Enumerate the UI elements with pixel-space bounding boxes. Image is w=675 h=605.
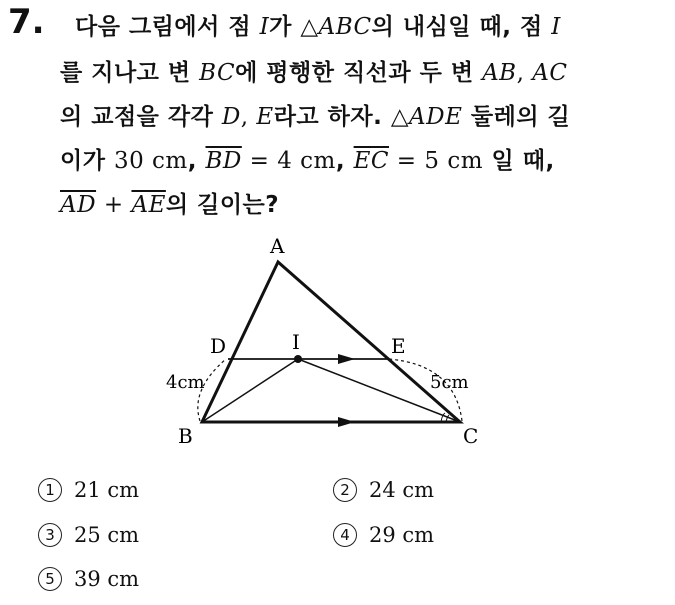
label-I: I — [292, 330, 300, 354]
choice-mark: 1 — [38, 478, 62, 502]
choice-3[interactable] — [38, 523, 139, 547]
text: , — [240, 104, 257, 130]
label-D: D — [210, 334, 227, 358]
math-E: E — [256, 104, 274, 130]
question-line-5 — [60, 186, 279, 219]
choice-text: 24 cm — [369, 478, 435, 502]
text: 일 때, — [483, 148, 555, 174]
math-BC: BC — [199, 60, 236, 86]
label-A: A — [270, 234, 285, 258]
label-ec-length: 5cm — [430, 372, 469, 393]
segment-AD: $\overline{AD}$ — [60, 192, 97, 218]
label-C: C — [463, 424, 479, 448]
plus-sign: + — [96, 192, 132, 218]
question-line-3 — [60, 98, 570, 131]
math-ADE: ADE — [409, 104, 463, 130]
text: , — [516, 60, 533, 86]
text: 둘레의 길 — [462, 104, 571, 130]
math-AC: AC — [532, 60, 568, 86]
text: 의 길이는? — [165, 192, 280, 218]
text: 의 내심일 때, 점 — [371, 14, 552, 40]
choice-mark: 4 — [333, 523, 357, 547]
label-B: B — [178, 424, 193, 448]
question-line-4 — [60, 142, 555, 175]
question-line-2 — [60, 54, 567, 87]
segment-EC: $\overline{EC}$ — [353, 148, 389, 174]
triangle-ABC — [202, 262, 460, 422]
segment-AE: $\overline{AE}$ — [131, 192, 166, 218]
choice-mark: 3 — [38, 523, 62, 547]
choice-4[interactable] — [333, 523, 434, 547]
text: 에 평행한 직선과 두 변 — [235, 60, 483, 86]
label-E: E — [391, 334, 406, 358]
text: 다음 그림에서 점 — [75, 14, 260, 40]
choice-mark: 2 — [333, 478, 357, 502]
math-D: D — [221, 104, 241, 130]
choice-text: 21 cm — [74, 478, 140, 502]
math-I: I — [551, 14, 561, 40]
ec-value: = 5 cm — [389, 148, 484, 174]
triangle-figure — [160, 225, 500, 450]
incenter-point — [294, 355, 302, 363]
text: 의 교점을 각각 — [60, 104, 222, 130]
text: 이가 — [60, 148, 114, 174]
choice-5[interactable] — [38, 567, 139, 591]
bd-value: = 4 cm — [241, 148, 336, 174]
parallel-arrow-de — [338, 354, 355, 364]
math-ABC: ABC — [318, 14, 372, 40]
text: 가 △ — [269, 14, 319, 40]
label-bd-length: 4cm — [166, 372, 205, 393]
choice-text: 25 cm — [74, 523, 140, 547]
choice-mark: 5 — [38, 567, 62, 591]
choice-1[interactable] — [38, 478, 139, 502]
text: , — [187, 148, 206, 174]
choice-2[interactable] — [333, 478, 434, 502]
math-AB: AB — [482, 60, 517, 86]
perimeter-value: 30 cm — [113, 148, 188, 174]
math-I: I — [259, 14, 270, 40]
text: 라고 하자. △ — [273, 104, 410, 130]
text: , — [335, 148, 354, 174]
question-line-1 — [75, 8, 561, 41]
choice-text: 39 cm — [74, 567, 140, 591]
parallel-arrow-bc — [338, 417, 355, 427]
question-number: 7. — [8, 2, 45, 42]
choice-text: 29 cm — [369, 523, 435, 547]
segment-BD: $\overline{BD}$ — [205, 148, 242, 174]
text: 를 지나고 변 — [60, 60, 200, 86]
